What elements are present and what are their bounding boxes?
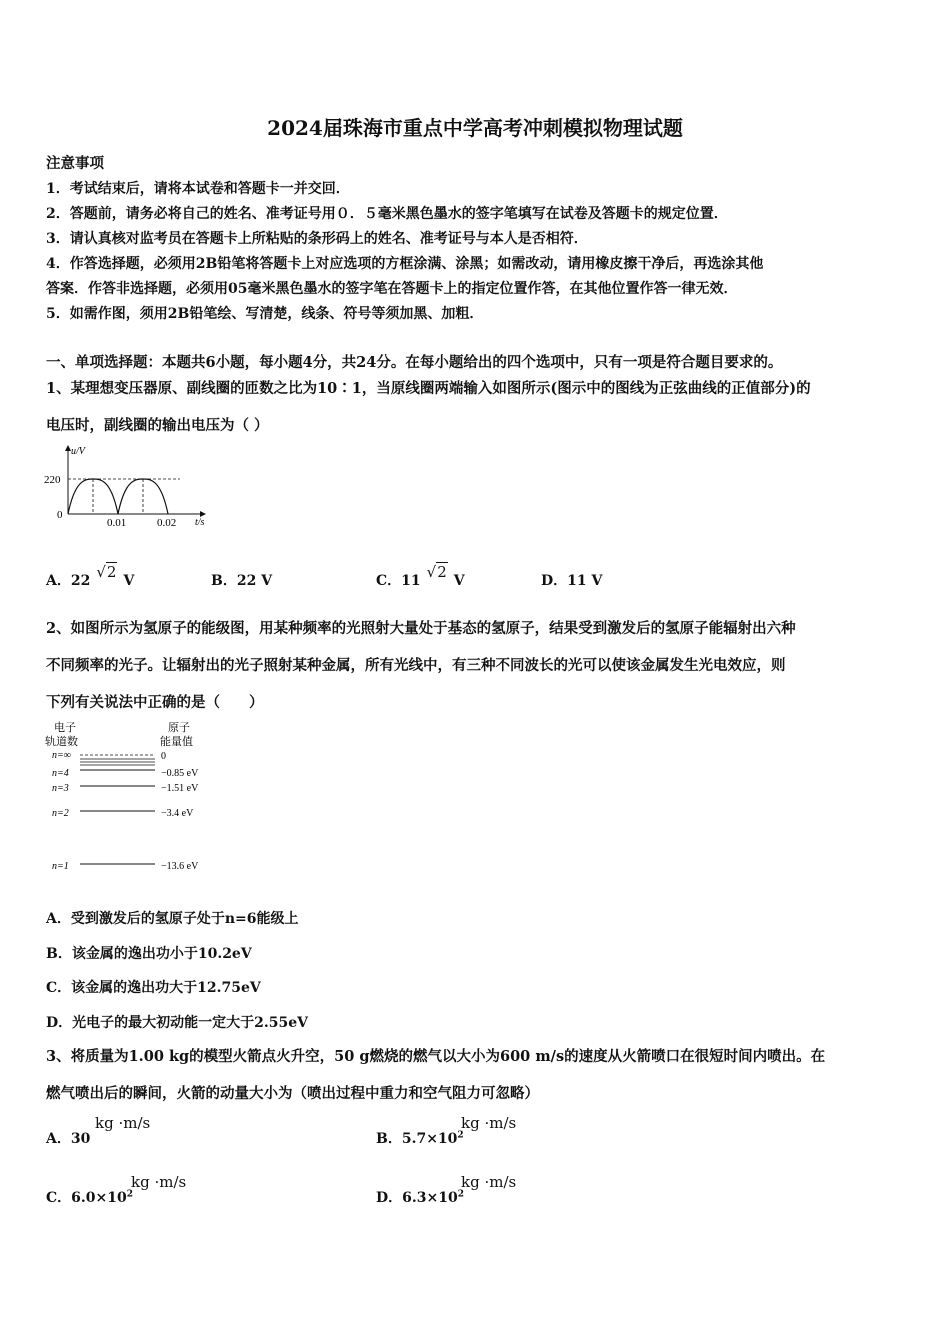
option-b-base: B．5.7×10 <box>376 1131 458 1147</box>
level-label: n=4 <box>52 768 69 779</box>
left-header-1: 电子 <box>54 722 76 734</box>
q3-option-b[interactable] <box>376 1128 464 1148</box>
energy-value: −13.6 eV <box>161 861 199 872</box>
section-heading: 一、单项选择题：本题共6小题，每小题4分，共24分。在每小题给出的四个选项中，只有一项是符合题目要求的。 <box>46 354 783 371</box>
x-tick-label: 0.01 <box>107 517 127 529</box>
left-header-2: 轨道数 <box>45 736 78 748</box>
option-d-base: D．6.3×10 <box>376 1190 458 1206</box>
energy-value: 0 <box>161 751 166 762</box>
rectified-sine-curve <box>68 479 168 514</box>
level-label: n=1 <box>52 861 69 872</box>
note-item: 3．请认真核对监考员在答题卡上所粘贴的条形码上的姓名、准考证号与本人是否相符． <box>46 231 588 247</box>
q2-option-d[interactable]: D．光电子的最大初动能一定大于2.55eV <box>46 1015 309 1031</box>
y-tick-label: 220 <box>44 474 61 486</box>
energy-value: −1.51 eV <box>161 783 199 794</box>
q2-text-line3: 下列有关说法中正确的是（ ） <box>46 694 264 711</box>
q3-option-a[interactable]: A．30 <box>46 1131 91 1147</box>
q1-option-d[interactable]: D．11 V <box>541 573 603 589</box>
q3-option-d-unit: kg ·m/s <box>461 1173 517 1191</box>
q3-option-b-unit: kg ·m/s <box>461 1114 517 1132</box>
right-header-1: 原子 <box>168 722 190 734</box>
q3-option-a-unit: kg ·m/s <box>95 1114 151 1132</box>
option-b-exponent: 2 <box>457 1130 464 1141</box>
q1-option-c[interactable] <box>376 563 465 590</box>
energy-value: −0.85 eV <box>161 768 199 779</box>
energy-value: −3.4 eV <box>161 808 194 819</box>
level-label: n=2 <box>52 808 69 819</box>
q3-option-c-unit: kg ·m/s <box>131 1173 187 1191</box>
option-c-label: C．11 <box>376 573 421 589</box>
option-c-base: C．6.0×10 <box>46 1190 127 1206</box>
q2-option-b[interactable]: B．该金属的逸出功小于10.2eV <box>46 946 252 962</box>
note-item: 1．考试结束后，请将本试卷和答题卡一并交回． <box>46 181 350 197</box>
q2-option-c[interactable]: C．该金属的逸出功大于12.75eV <box>46 980 261 996</box>
page-title: 2024届珠海市重点中学高考冲刺模拟物理试题 <box>267 116 683 140</box>
sqrt-symbol: √2 <box>426 563 447 581</box>
voltage-time-graph <box>40 440 220 535</box>
q2-text-line2: 不同频率的光子。让辐射出的光子照射某种金属，所有光线中，有三种不同波长的光可以使该金属发生光电效应，则 <box>46 657 786 674</box>
note-item: 答案．作答非选择题，必须用05毫米黑色墨水的签字笔在答题卡上的指定位置作答，在其他位置作答一律无效． <box>46 281 738 297</box>
q1-option-b[interactable]: B．22 V <box>211 573 273 589</box>
level-label: n=3 <box>52 783 69 794</box>
q1-text-line1: 1、某理想变压器原、副线圈的匝数之比为10∶1，当原线圈两端输入如图所示(图示中的图线为正弦曲线的正值部分)的 <box>46 380 811 397</box>
option-c-exponent: 2 <box>126 1189 133 1200</box>
q3-option-d[interactable] <box>376 1187 464 1207</box>
x-tick-label: 0.02 <box>157 517 177 529</box>
q1-option-a[interactable] <box>46 563 135 590</box>
notes-heading: 注意事项 <box>46 155 104 172</box>
origin-label: 0 <box>57 509 63 521</box>
q3-text-line1: 3、将质量为1.00 kg的模型火箭点火升空，50 g燃烧的燃气以大小为600 m/s的速度从火箭喷口在很短时间内喷出。在 <box>46 1048 826 1065</box>
q2-text-line1: 2、如图所示为氢原子的能级图，用某种频率的光照射大量处于基态的氢原子，结果受到激发后的氢原子能辐射出六种 <box>46 620 796 637</box>
sqrt-radicand: 2 <box>106 563 117 581</box>
q2-option-a[interactable]: A．受到激发后的氢原子处于n=6能级上 <box>46 911 299 927</box>
q3-text-line2: 燃气喷出后的瞬间，火箭的动量大小为（喷出过程中重力和空气阻力可忽略） <box>46 1085 539 1102</box>
note-item: 4．作答选择题，必须用2B铅笔将答题卡上对应选项的方框涂满、涂黑；如需改动，请用橡皮擦干净后，再选涂其他 <box>46 256 764 272</box>
sqrt-radicand: 2 <box>437 563 447 581</box>
y-axis-label: u/V <box>71 446 85 457</box>
q1-text-line2: 电压时，副线圈的输出电压为（ ） <box>46 417 269 434</box>
sqrt-symbol: √2 <box>96 563 117 581</box>
note-item: 5．如需作图，须用2B铅笔绘、写清楚，线条、符号等须加黑、加粗． <box>46 306 484 322</box>
note-item: 2．答题前，请务必将自己的姓名、准考证号用０．５毫米黑色墨水的签字笔填写在试卷及答题卡的规定位置． <box>46 206 728 222</box>
option-c-unit: V <box>453 573 465 589</box>
option-a-label: A．22 <box>46 573 91 589</box>
option-a-unit: V <box>123 573 135 589</box>
q3-option-c[interactable] <box>46 1187 133 1207</box>
x-axis-label: t/s <box>195 517 205 528</box>
right-header-2: 能量值 <box>160 736 193 748</box>
energy-level-diagram <box>40 718 240 878</box>
option-d-exponent: 2 <box>457 1189 464 1200</box>
level-label: n=∞ <box>52 750 71 761</box>
